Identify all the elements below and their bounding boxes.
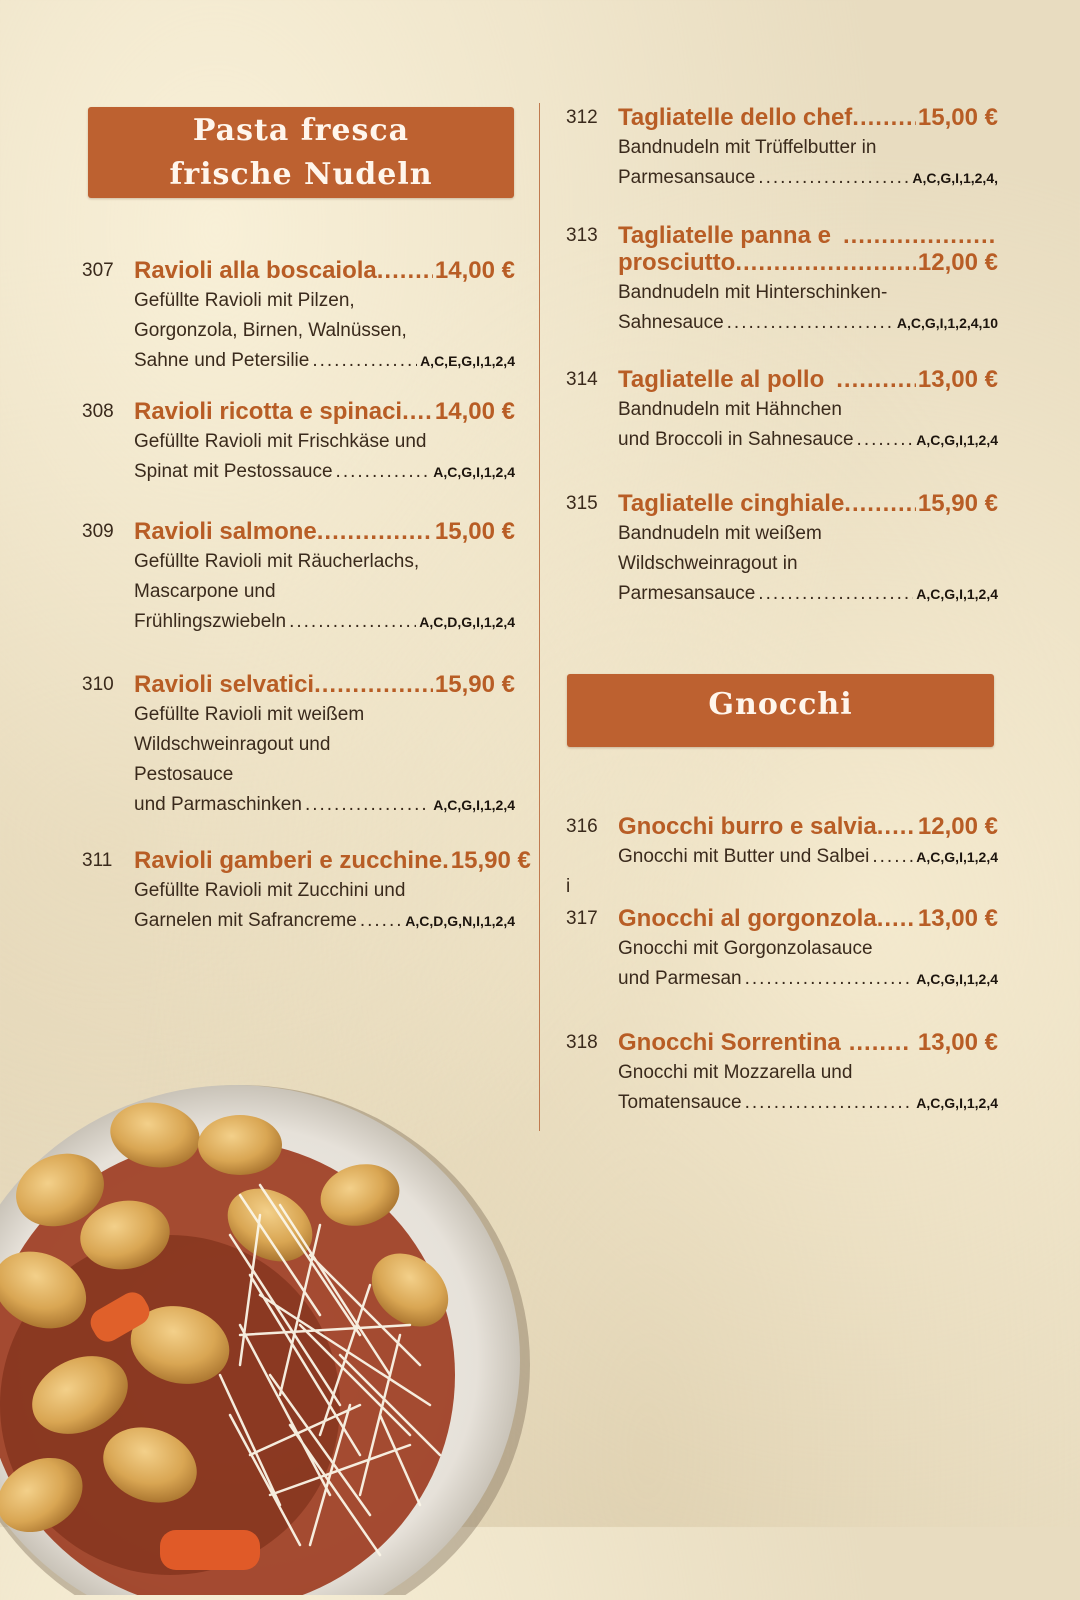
item-title [134, 670, 515, 700]
gnocchi-banner [567, 674, 994, 747]
allergen-codes: A,C,G,I,1,2,4 [916, 849, 998, 865]
desc-line: Gefüllte Ravioli mit Zucchini und [134, 880, 406, 901]
item-name: Ravioli salmone [134, 518, 317, 545]
item-number: 308 [82, 401, 114, 422]
item-description [618, 842, 998, 872]
item-price: 15,00 € [434, 518, 515, 545]
allergen-codes: A,C,G,I,1,2,4 [916, 586, 998, 602]
item-number: 318 [566, 1032, 598, 1053]
menu-item-316 [566, 812, 998, 872]
item-description [134, 427, 515, 487]
menu-item-307 [82, 256, 515, 376]
item-title [618, 1028, 998, 1058]
item-name: Ravioli selvatici [134, 671, 315, 698]
desc-line: Garnelen mit Safrancreme [134, 910, 357, 931]
desc-line: Pestosauce [134, 764, 234, 785]
item-price: 13,00 € [917, 366, 998, 393]
allergen-codes: A,C,D,G,N,I,1,2,4 [405, 913, 515, 929]
menu-item-315 [566, 489, 998, 609]
item-price: 12,00 € [917, 813, 998, 840]
item-name: Ravioli gamberi e zucchine. [134, 847, 449, 874]
item-title [134, 397, 515, 427]
allergen-codes: A,C,G,I,1,2,4 [916, 432, 998, 448]
item-title [134, 517, 515, 547]
item-name: Tagliatelle dello chef [618, 104, 853, 131]
menu-item-312 [566, 103, 998, 193]
desc-line: Gnocchi mit Gorgonzolasauce [618, 938, 873, 959]
pasta-title-line1: Pasta fresca [192, 113, 410, 148]
item-number: 313 [566, 225, 598, 246]
desc-line: Sahnesauce [618, 312, 724, 333]
desc-line: Bandnudeln mit weißem [618, 523, 822, 544]
desc-line: und Parmaschinken [134, 794, 302, 815]
desc-line: Parmesansauce [618, 167, 756, 188]
desc-line: Bandnudeln mit Trüffelbutter in [618, 137, 877, 158]
gnocchi-plate-photo [0, 1075, 530, 1595]
desc-line: Wildschweinragout und [134, 734, 331, 755]
item-description [618, 934, 998, 994]
menu-item-318 [566, 1028, 998, 1118]
menu-item-309 [82, 517, 515, 637]
item-price: 15,90 € [450, 847, 531, 874]
plate-illustration [0, 1075, 530, 1595]
item-number: 316 [566, 816, 598, 837]
item-number: 310 [82, 674, 114, 695]
item-title [618, 221, 998, 251]
item-name: Ravioli ricotta e spinaci [134, 398, 403, 425]
gnocchi-title: Gnocchi [708, 687, 853, 722]
item-title [618, 904, 998, 934]
desc-line: Gefüllte Ravioli mit weißem [134, 704, 365, 725]
item-title [618, 103, 998, 133]
desc-line: Wildschweinragout in [618, 553, 798, 574]
item-title [618, 489, 998, 519]
menu-item-310 [82, 670, 515, 820]
item-description [134, 876, 515, 936]
pasta-title-line2: frische Nudeln [169, 157, 433, 192]
item-description [618, 519, 998, 609]
desc-line: Gorgonzola, Birnen, Walnüssen, [134, 320, 407, 341]
allergen-codes: A,C,G,I,1,2,4 [433, 464, 515, 480]
item-number: 317 [566, 908, 598, 929]
stray-character: i [566, 876, 571, 897]
item-price: 14,00 € [434, 398, 515, 425]
item-name: Gnocchi al gorgonzola [618, 905, 877, 932]
column-divider [539, 103, 540, 1131]
allergen-codes: A,C,G,I,1,2,4 [916, 971, 998, 987]
allergen-codes: A,C,D,G,I,1,2,4 [419, 614, 515, 630]
item-name: Gnocchi Sorrentina [618, 1029, 841, 1056]
item-number: 312 [566, 107, 598, 128]
menu-item-313 [566, 221, 998, 341]
desc-line: Sahne und Petersilie [134, 350, 310, 371]
allergen-codes: A,C,G,I,1,2,4 [433, 797, 515, 813]
item-title [134, 846, 531, 876]
item-number: 307 [82, 260, 114, 281]
item-description [134, 700, 515, 820]
item-name: Gnocchi burro e salvia [618, 813, 877, 840]
item-title [618, 365, 998, 395]
item-description [134, 286, 515, 376]
item-number: 309 [82, 521, 114, 542]
item-title-line2 [618, 248, 998, 278]
menu-item-311 [82, 846, 531, 936]
desc-line: und Broccoli in Sahnesauce [618, 429, 854, 450]
item-price: 12,00 € [917, 249, 998, 276]
item-description [618, 278, 998, 338]
item-price: 15,90 € [917, 490, 998, 517]
item-number: 315 [566, 493, 598, 514]
desc-line: Gnocchi mit Butter und Salbei [618, 846, 870, 867]
desc-line: Gefüllte Ravioli mit Frischkäse und [134, 431, 427, 452]
desc-line: Gnocchi mit Mozzarella und [618, 1062, 853, 1083]
item-name: Tagliatelle al pollo [618, 366, 825, 393]
item-description [618, 395, 998, 455]
menu-item-314 [566, 365, 998, 455]
menu-item-317 [566, 904, 998, 994]
desc-line: Spinat mit Pestossauce [134, 461, 333, 482]
item-title [618, 812, 998, 842]
desc-line: und Parmesan [618, 968, 742, 989]
item-name-line2: prosciutto [618, 249, 736, 276]
item-price: 14,00 € [434, 257, 515, 284]
item-name: Ravioli alla boscaiola [134, 257, 377, 284]
allergen-codes: A,C,E,G,I,1,2,4 [420, 353, 515, 369]
desc-line: Gefüllte Ravioli mit Räucherlachs, [134, 551, 420, 572]
item-name: Tagliatelle panna e [618, 222, 831, 249]
item-price: 15,00 € [917, 104, 998, 131]
allergen-codes: A,C,G,I,1,2,4, [912, 170, 998, 186]
item-number: 311 [82, 850, 113, 871]
desc-line: Bandnudeln mit Hähnchen [618, 399, 842, 420]
desc-line: Parmesansauce [618, 583, 756, 604]
allergen-codes: A,C,G,I,1,2,4 [916, 1095, 998, 1111]
menu-item-308 [82, 397, 515, 487]
item-price: 13,00 € [917, 1029, 998, 1056]
item-description [134, 547, 515, 637]
desc-line: Bandnudeln mit Hinterschinken- [618, 282, 888, 303]
desc-line: Tomatensauce [618, 1092, 742, 1113]
allergen-codes: A,C,G,I,1,2,4,10 [896, 315, 998, 331]
desc-line: Frühlingszwiebeln [134, 611, 287, 632]
item-name: Tagliatelle cinghiale [618, 490, 845, 517]
item-description [618, 1058, 998, 1118]
desc-line: Gefüllte Ravioli mit Pilzen, [134, 290, 355, 311]
item-price: 15,90 € [434, 671, 515, 698]
item-number: 314 [566, 369, 598, 390]
item-title [134, 256, 515, 286]
item-price: 13,00 € [917, 905, 998, 932]
desc-line: Mascarpone und [134, 581, 276, 602]
pasta-fresca-banner [88, 107, 514, 198]
item-description [618, 133, 998, 193]
